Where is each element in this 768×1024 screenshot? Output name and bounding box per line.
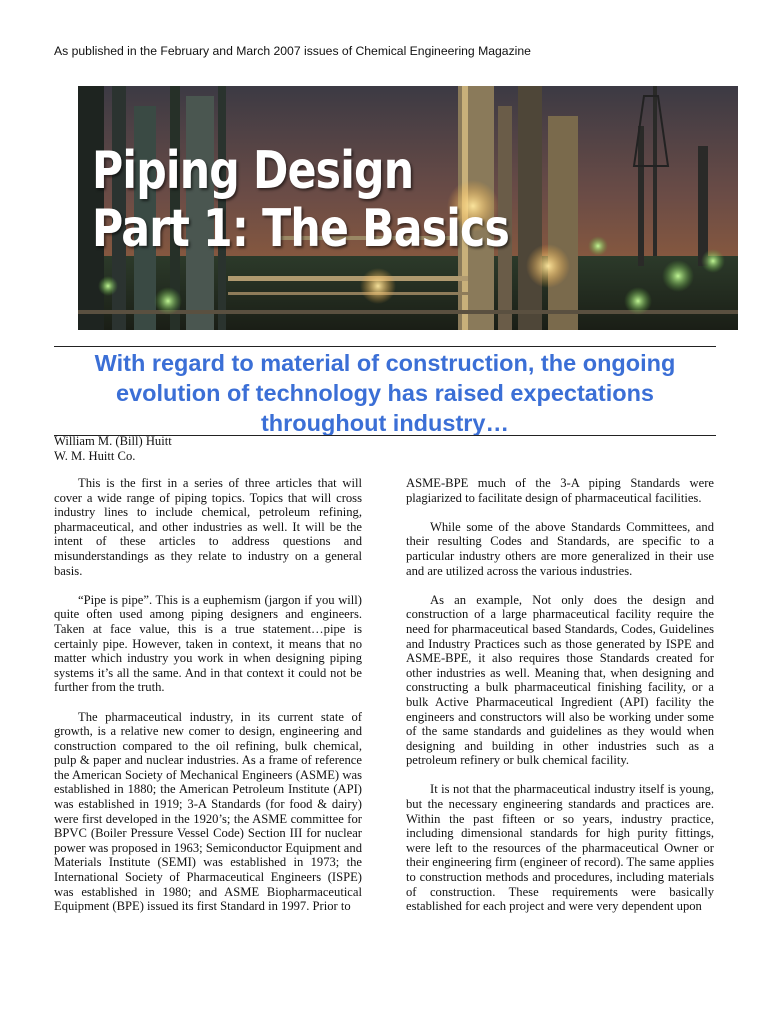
deck-line-2: evolution of technology has raised expectations [116, 380, 654, 406]
left-column [54, 476, 362, 928]
deck-line-3: throughout industry… [260, 410, 509, 436]
publication-line: As published in the February and March 2007 issues of Chemical Engineering Magazine [54, 44, 531, 58]
right-paragraph-1: ASME-BPE much of the 3-A piping Standards were plagiarized to facilitate design of pharmaceutical facilities. [406, 476, 714, 505]
right-column [406, 476, 714, 928]
author-company: W. M. Huitt Co. [54, 449, 136, 463]
article-deck [54, 348, 716, 438]
right-paragraph-4: It is not that the pharmaceutical industry itself is young, but the necessary engineering standards and practices are. Within the past fifteen or so years, industry practice, including dimensional standards for high purity fittings, were left to the resources of the pharmaceutical Owner or their engineering firm (engineer of record). The same applies to construction methods and procedures, including materials of construction. These requirements were basically established for each project and were very dependent upon [406, 782, 714, 914]
right-paragraph-3: As an example, Not only does the design and construction of a large pharmaceutical facility require the need for pharmaceutical based Standards, Codes, Guidelines and Industry Practices such as those generated by ISPE and ASME-BPE, it also requires those Standards created for other industries as well. Meaning that, when designing and constructing a bulk pharmaceutical finishing facility, or a bulk Active Pharmaceutical Ingredient (API) facility the engineers and constructors will also be working under some of the same standards and guidelines as they would when designing and building in other industries such as a petroleum refinery or bulk chemical facility. [406, 592, 714, 768]
left-paragraph-1: This is the first in a series of three articles that will cover a wide range of piping topics. Topics that will cross industry lines to include chemical, petroleum refining, pharmaceutical, and other industries as well. It will be the intent of these articles to address questions and misunderstandings as they relate to industry on a general basis. [54, 476, 362, 578]
banner-title-line-2: Part 1: The Basics [92, 199, 510, 259]
refinery-banner-image [78, 86, 738, 330]
top-divider [54, 346, 716, 347]
left-paragraph-3: The pharmaceutical industry, in its current state of growth, is a relative new comer to design, engineering and construction compared to the oil refining, bulk chemical, pulp & paper and nuclear industries. As a frame of reference the American Society of Mechanical Engineers (ASME) was established in 1880; the American Petroleum Institute (API) was established in 1919; 3-A Standards (for food & dairy) were first developed in the 1920’s; the ASME committee for BPVC (Boiler Pressure Vessel Code) Section III for nuclear power was proposed in 1963; Semiconductor Equipment and Materials Institute (SEMI) was established in 1973; the International Society of Pharmaceutical Engineers (ISPE) was established in 1980; and ASME Biopharmaceutical Equipment (BPE) issued its first Standard in 1997. Prior to [54, 709, 362, 914]
right-paragraph-2: While some of the above Standards Committees, and their resulting Codes and Standards, are specific to a particular industry others are more generalized in their use and are utilized across the various industries. [406, 519, 714, 578]
byline [54, 434, 172, 464]
left-paragraph-2: “Pipe is pipe”. This is a euphemism (jargon if you will) quite often used among piping designers and engineers. Taken at face value, this is a true statement…pipe is certainly pipe. However, taken in context, it means that no matter which industry you work in when designing piping systems it’s all the same. And in that context it could not be further from the truth. [54, 592, 362, 695]
banner-title [92, 142, 509, 258]
deck-line-1: With regard to material of construction, the ongoing [94, 350, 676, 376]
banner-title-line-1: Piping Design [92, 141, 414, 201]
author-name: William M. (Bill) Huitt [54, 434, 172, 448]
